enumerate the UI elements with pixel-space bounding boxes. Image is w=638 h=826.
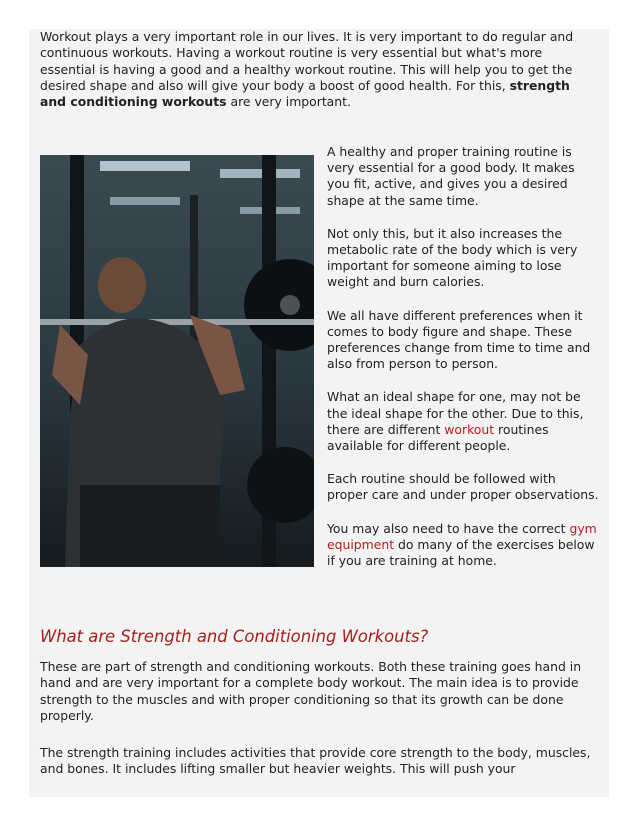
- gym-equipment-link[interactable]: gym equipment: [327, 520, 597, 552]
- intro-bold-phrase: strength and conditioning workouts: [40, 77, 570, 110]
- side-paragraph-5: Each routine should be followed with proper care and under proper observations.: [327, 471, 599, 503]
- side-paragraph-2: Not only this, but it also increases the metabolic rate of the body which is very important for someone aiming to lose weight and burn calories.: [327, 225, 578, 290]
- side-column: [327, 144, 599, 586]
- side-paragraph-6: You may also need to have the correct gym equipment do many of the exercises below if you are training at home.: [327, 520, 597, 569]
- side-paragraph-1: A healthy and proper training routine is very essential for a good body. It makes you fit, active, and gives you a desired shape at the same time.: [327, 144, 575, 208]
- section-paragraph-2: The strength training includes activities that provide core strength to the body, muscles, and bones. It includes lifting smaller but heavier weights. This will push your: [40, 745, 591, 777]
- side-paragraph-4: What an ideal shape for one, may not be the ideal shape for the other. Due to this, there are different workout routines available for different people.: [327, 389, 584, 454]
- intro-paragraph: Workout plays a very important role in our lives. It is very important to do regular and continuous workouts. Having a workout routine is very essential but what's more essential is having a good and a healthy workout routine. This will help you to get the desired shape and also will give your body a boost of good health. For this, strength and conditioning workouts are very important.: [40, 29, 574, 110]
- section-paragraph-1: These are part of strength and conditioning workouts. Both these training goes hand in hand and are very important for a complete body workout. The main idea is to provide strength to the muscles and with proper conditioning so that its growth can be done properly.: [40, 659, 582, 723]
- section-heading: What are Strength and Conditioning Workouts?: [40, 627, 429, 646]
- gym-photo: [40, 155, 314, 567]
- side-paragraph-3: We all have different preferences when it comes to body figure and shape. These preferences change from time to time and also from person to person.: [327, 307, 591, 372]
- workout-link[interactable]: workout: [444, 421, 495, 437]
